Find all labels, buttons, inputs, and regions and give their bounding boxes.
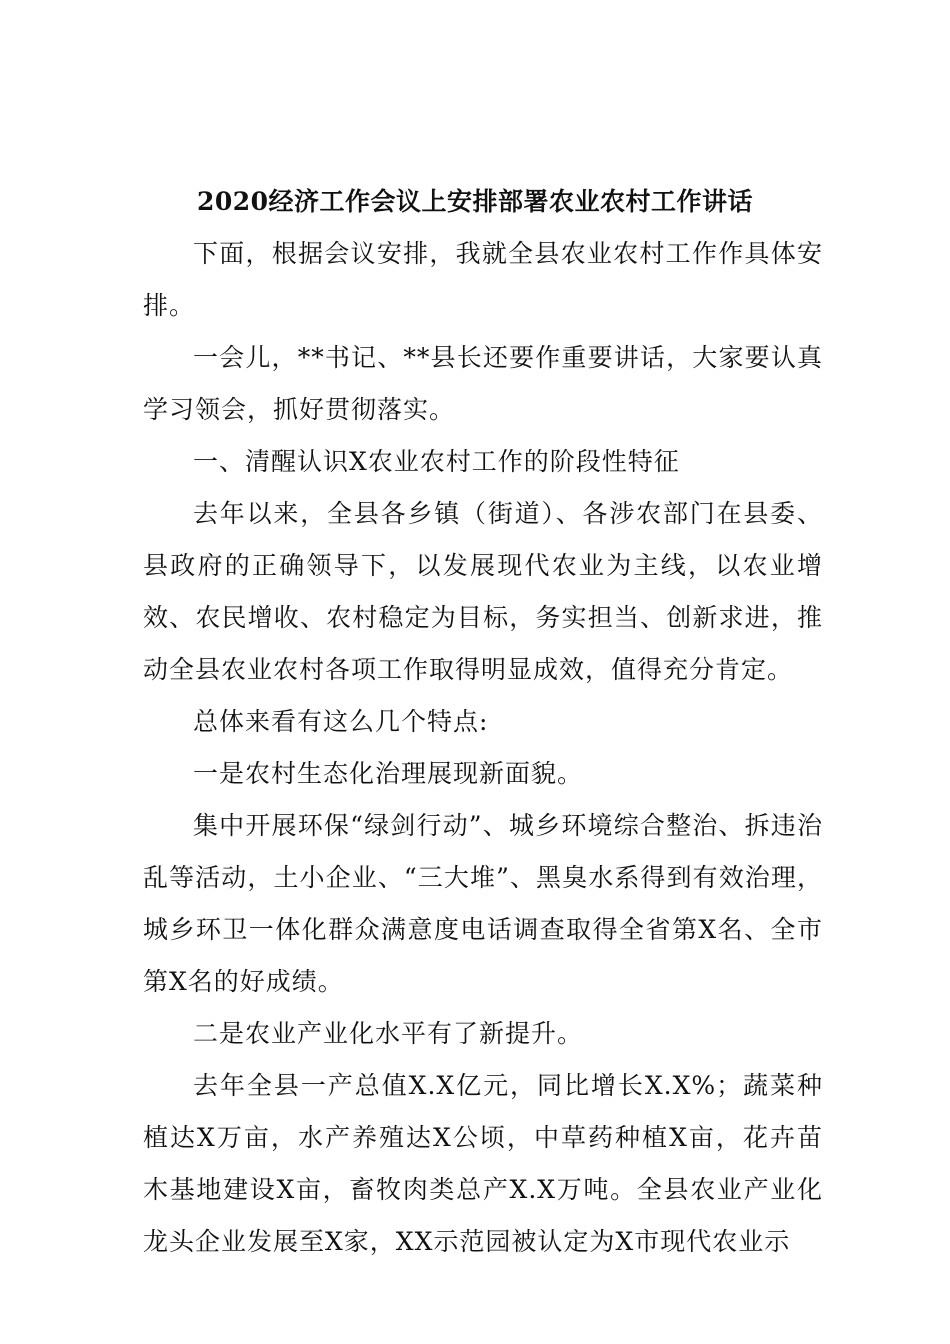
- paragraph-features-intro: 总体来看有这么几个特点:: [193, 707, 489, 736]
- document-title: 2020经济工作会议上安排部署农业农村工作讲话: [196, 187, 754, 216]
- feature-heading-2: 二是农业产业化水平有了新提升。: [193, 1019, 584, 1048]
- paragraph-industry: 去年全县一产总值X.X亿元，同比增长X.X%；蔬菜种植达X万亩，水产养殖达X公顷，中草药种植X亩，花卉苗木基地建设X亩，畜牧肉类总产X.X万吨。全县农业产业化龙头企业发展至X家，XX示范园被认定为X市现代农业示: [143, 1071, 823, 1256]
- paragraph-intro: 下面，根据会议安排，我就全县农业农村工作作具体安排。: [143, 239, 823, 320]
- paragraph-ecology: 集中开展环保“绿剑行动”、城乡环境综合整治、拆违治乱等活动，土小企业、“三大堆”、黑臭水系得到有效治理，城乡环卫一体化群众满意度电话调查取得全省第X名、全市第X名的好成绩。: [143, 811, 823, 996]
- section-heading-1: 一、清醒认识X农业农村工作的阶段性特征: [193, 447, 680, 476]
- paragraph-achievements: 去年以来，全县各乡镇（街道）、各涉农部门在县委、县政府的正确领导下，以发展现代农业为主线，以农业增效、农民增收、农村稳定为目标，务实担当、创新求进，推动全县农业农村各项工作取得明显成效，值得充分肯定。: [143, 499, 823, 684]
- document-body: [143, 228, 823, 1268]
- paragraph-speech-notice: 一会儿，**书记、**县长还要作重要讲话，大家要认真学习领会，抓好贯彻落实。: [143, 343, 823, 424]
- feature-heading-1: 一是农村生态化治理展现新面貌。: [193, 759, 584, 788]
